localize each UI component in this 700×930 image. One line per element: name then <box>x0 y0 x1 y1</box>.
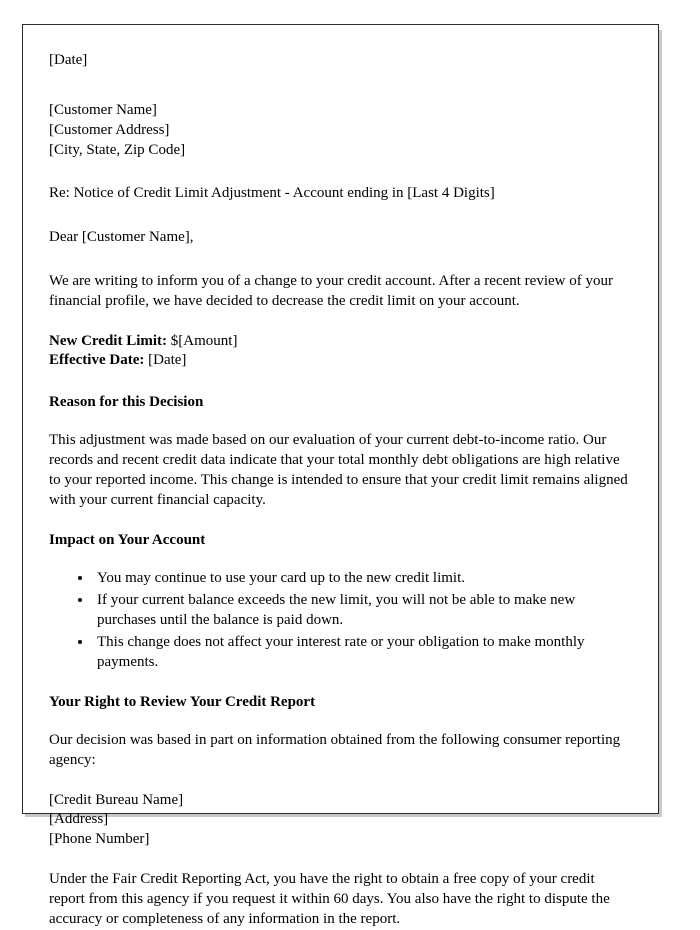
list-item: • You may continue to use your card up to the new credit limit. <box>93 569 628 589</box>
recipient-name: [Customer Name] <box>49 101 157 118</box>
recipient-address: [Customer Address] <box>49 121 170 138</box>
review-paragraph: Our decision was based in part on information obtained from the following consumer reporting agency: <box>49 731 621 768</box>
effective-date-value: [Date] <box>148 352 187 369</box>
impact-heading: Impact on Your Account <box>49 532 206 549</box>
agency-address: [Address] <box>49 811 109 828</box>
agency-phone: [Phone Number] <box>49 831 150 848</box>
subject-line: Re: Notice of Credit Limit Adjustment - Account ending in [Last 4 Digits] <box>49 184 495 201</box>
list-item: • If your current balance exceeds the new limit, you will not be able to make new purchases until the balance is paid down. <box>93 591 628 631</box>
effective-date-label: Effective Date: <box>49 352 145 369</box>
agency-name: [Credit Bureau Name] <box>49 791 184 808</box>
reason-heading: Reason for this Decision <box>49 394 204 411</box>
review-heading: Your Right to Review Your Credit Report <box>49 693 316 710</box>
recipient-address-block <box>49 101 628 161</box>
page-shadow-right <box>659 30 662 814</box>
new-credit-limit-row <box>49 332 628 352</box>
new-credit-limit-value: $[Amount] <box>170 332 238 349</box>
new-credit-limit-label: New Credit Limit: <box>49 332 168 349</box>
salutation-line: Dear [Customer Name], <box>49 228 194 245</box>
credit-limit-details <box>49 332 628 372</box>
effective-date-row <box>49 351 628 371</box>
document-page <box>22 24 659 928</box>
fcra-paragraph: Under the Fair Credit Reporting Act, you have the right to obtain a free copy of your credit report from this agency if you request it within 60 days. You also have the right to dispute the accuracy or completeness of any information in the report. <box>49 871 610 928</box>
document-body <box>23 25 658 930</box>
list-item: • This change does not affect your interest rate or your obligation to make monthly payments. <box>93 633 628 673</box>
agency-block <box>49 791 628 851</box>
recipient-city-state-zip: [City, State, Zip Code] <box>49 141 186 158</box>
reason-paragraph: This adjustment was made based on our evaluation of your current debt-to-income ratio. Our records and recent credit data indicate that your total monthly debt obligations are high relative to your reported income. This change is intended to ensure that your credit limit remains aligned with your current financial capacity. <box>49 432 628 509</box>
date-line: [Date] <box>49 52 88 68</box>
impact-bullet-list <box>49 569 628 673</box>
intro-paragraph: We are writing to inform you of a change to your credit account. After a recent review of your financial profile, we have decided to decrease the credit limit on your account. <box>49 272 613 309</box>
